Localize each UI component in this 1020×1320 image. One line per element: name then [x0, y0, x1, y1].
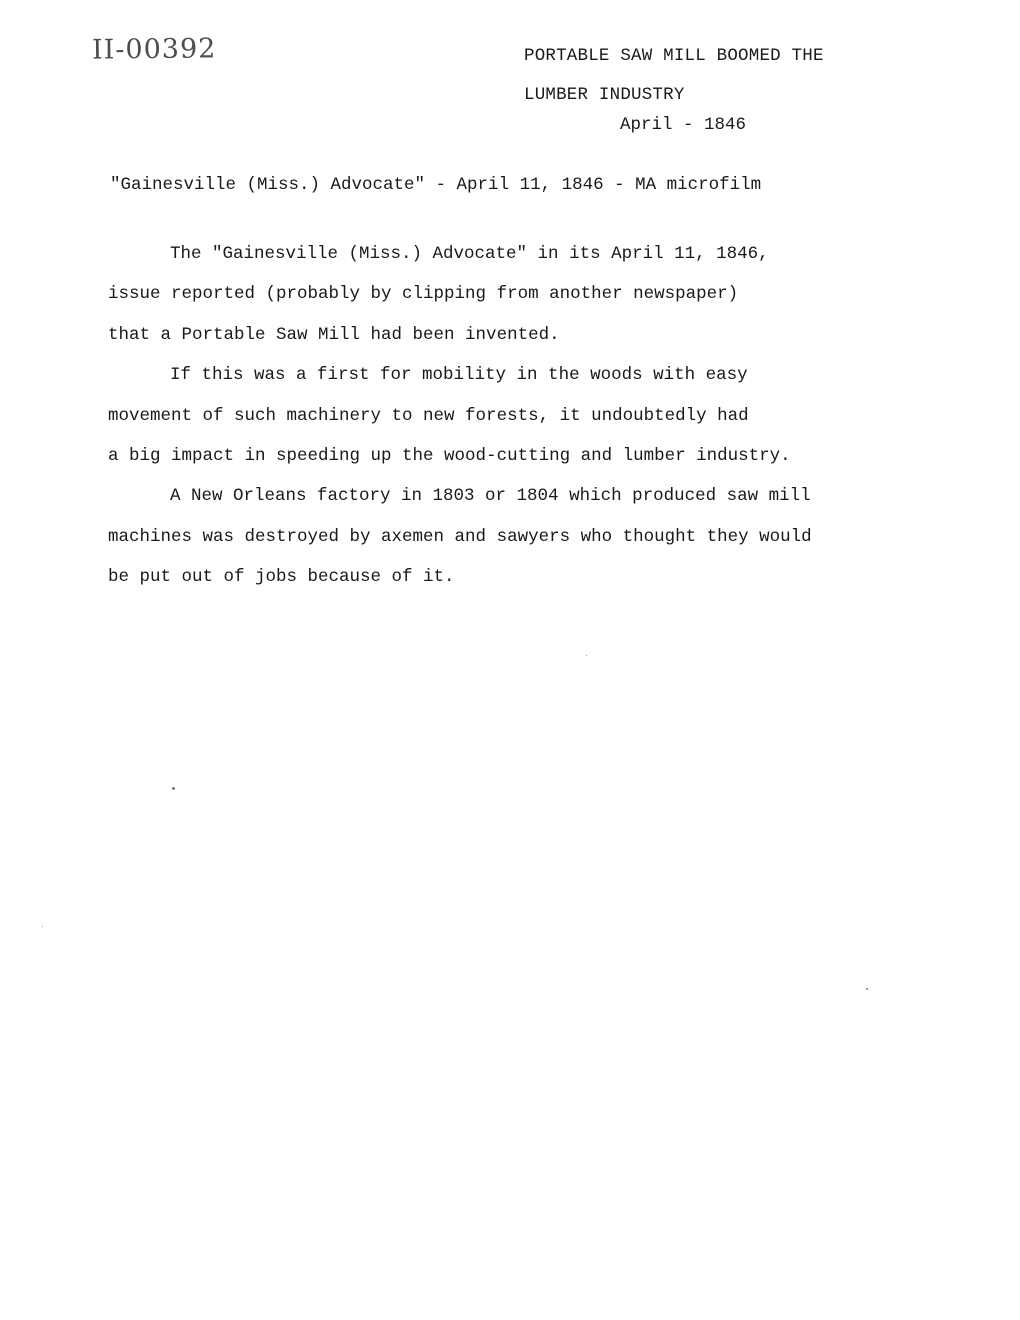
- scan-speck: [586, 655, 587, 656]
- paragraph-line: issue reported (probably by clipping from another newspaper): [108, 284, 739, 305]
- paragraph-line: be put out of jobs because of it.: [108, 567, 455, 588]
- document-title: [524, 37, 824, 115]
- title-line: PORTABLE SAW MILL BOOMED THE: [524, 46, 824, 66]
- document-date: April - 1846: [620, 115, 747, 135]
- paragraph-line: that a Portable Saw Mill had been invented.: [108, 324, 560, 345]
- title-line: LUMBER INDUSTRY: [524, 85, 685, 105]
- document-body: [108, 234, 938, 598]
- document-id-stamp: II-00392: [91, 33, 217, 66]
- paragraph-line: movement of such machinery to new forests, it undoubtedly had: [108, 405, 749, 426]
- paragraph-line: The "Gainesville (Miss.) Advocate" in its April 11, 1846,: [170, 244, 769, 264]
- paragraph-line: a big impact in speeding up the wood-cutting and lumber industry.: [108, 446, 791, 467]
- scan-speck: [866, 988, 868, 990]
- paragraph-line: A New Orleans factory in 1803 or 1804 which produced saw mill: [170, 486, 811, 507]
- paragraph-line: If this was a first for mobility in the woods with easy: [170, 365, 748, 386]
- scan-speck: [172, 787, 175, 790]
- scan-speck: [42, 926, 43, 927]
- paragraph-line: machines was destroyed by axemen and sawyers who thought they would: [108, 526, 812, 547]
- source-citation: "Gainesville (Miss.) Advocate" - April 11, 1846 - MA microfilm: [110, 175, 762, 195]
